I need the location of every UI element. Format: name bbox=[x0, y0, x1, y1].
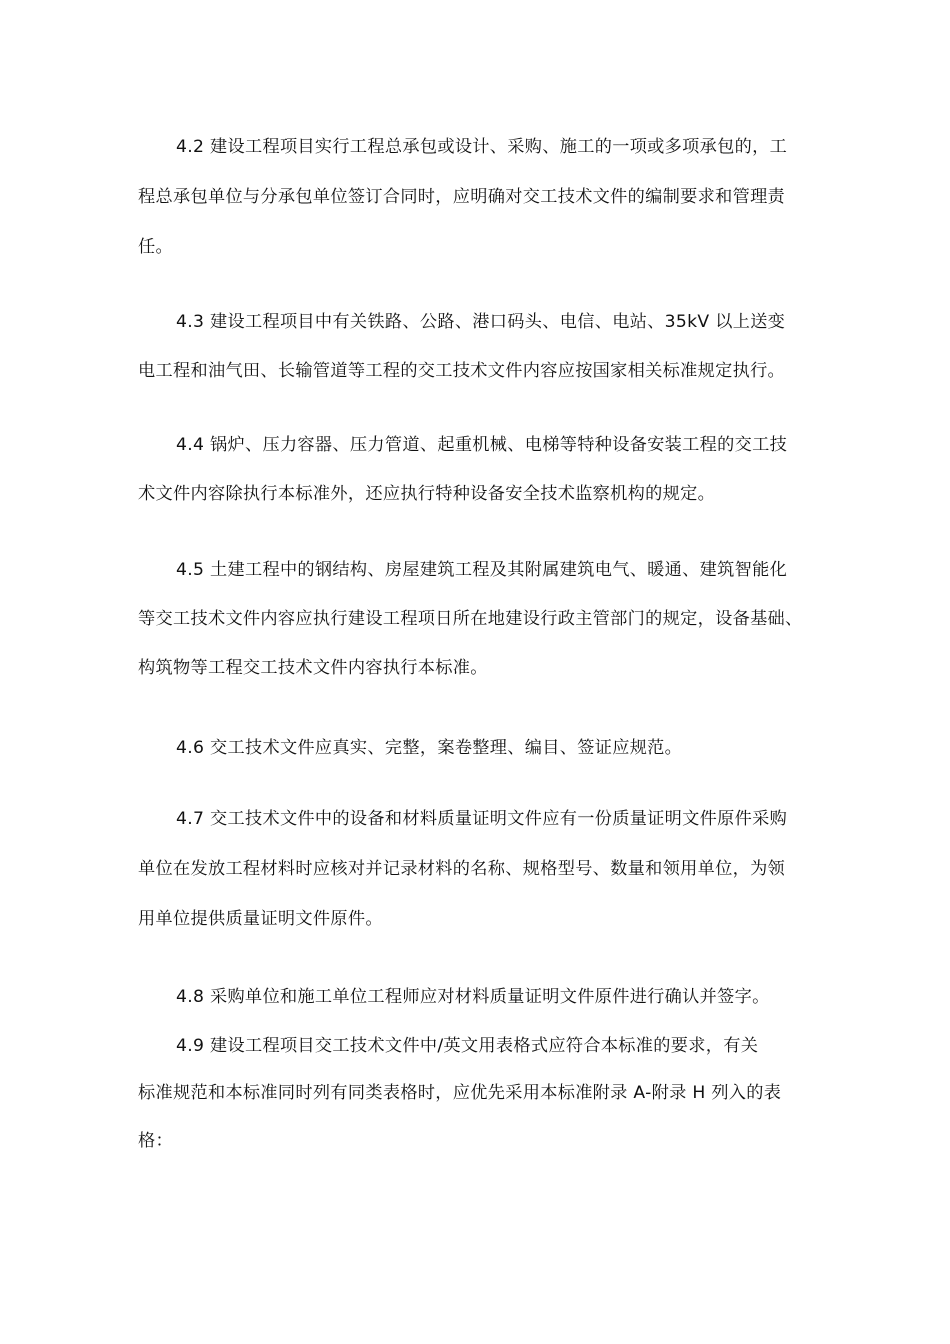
clause-line: 4.7 交工技术文件中的设备和材料质量证明文件应有一份质量证明文件原件采购 bbox=[176, 809, 788, 829]
clause-line: 标准规范和本标准同时列有同类表格时，应优先采用本标准附录 A-附录 H 列入的表 bbox=[138, 1083, 782, 1103]
clause-line: 程总承包单位与分承包单位签订合同时，应明确对交工技术文件的编制要求和管理责 bbox=[138, 187, 786, 207]
clause-line: 术文件内容除执行本标准外，还应执行特种设备安全技术监察机构的规定。 bbox=[138, 484, 716, 504]
clause-line: 等交工技术文件内容应执行建设工程项日所在地建设行政主管部门的规定，设备基础、 bbox=[138, 609, 803, 629]
clause-line: 单位在发放工程材料时应核对并记录材料的名称、规格型号、数量和领用单位，为领 bbox=[138, 859, 786, 879]
clause-line: 4.5 土建工程中的钢结构、房屋建筑工程及其附属建筑电气、暖通、建筑智能化 bbox=[176, 560, 788, 580]
clause-line: 电工程和油气田、长输管道等工程的交工技术文件内容应按国家相关标准规定执行。 bbox=[138, 361, 786, 381]
clause-line: 用单位提供质量证明文件原件。 bbox=[138, 909, 383, 929]
clause-line: 构筑物等工程交工技术文件内容执行本标准。 bbox=[138, 658, 488, 678]
clause-line: 4.4 锅炉、压力容器、压力管道、起重机械、电梯等特种设备安装工程的交工技 bbox=[176, 435, 788, 455]
clause-line: 4.8 采购单位和施工单位工程师应对材料质量证明文件原件进行确认并签字。 bbox=[176, 987, 770, 1007]
clause-line: 4.6 交工技术文件应真实、完整，案卷整理、编目、签证应规范。 bbox=[176, 738, 683, 758]
clause-line: 任。 bbox=[138, 237, 173, 257]
clause-line: 4.9 建设工程项目交工技术文件中/英文用表格式应符合本标准的要求，有关 bbox=[176, 1036, 759, 1056]
clause-line: 4.2 建设工程项目实行工程总承包或设计、采购、施工的一项或多项承包的，工 bbox=[176, 137, 788, 157]
clause-line: 4.3 建设工程项目中有关铁路、公路、港口码头、电信、电站、35kV 以上送变 bbox=[176, 312, 786, 332]
clause-line: 格： bbox=[138, 1131, 173, 1151]
